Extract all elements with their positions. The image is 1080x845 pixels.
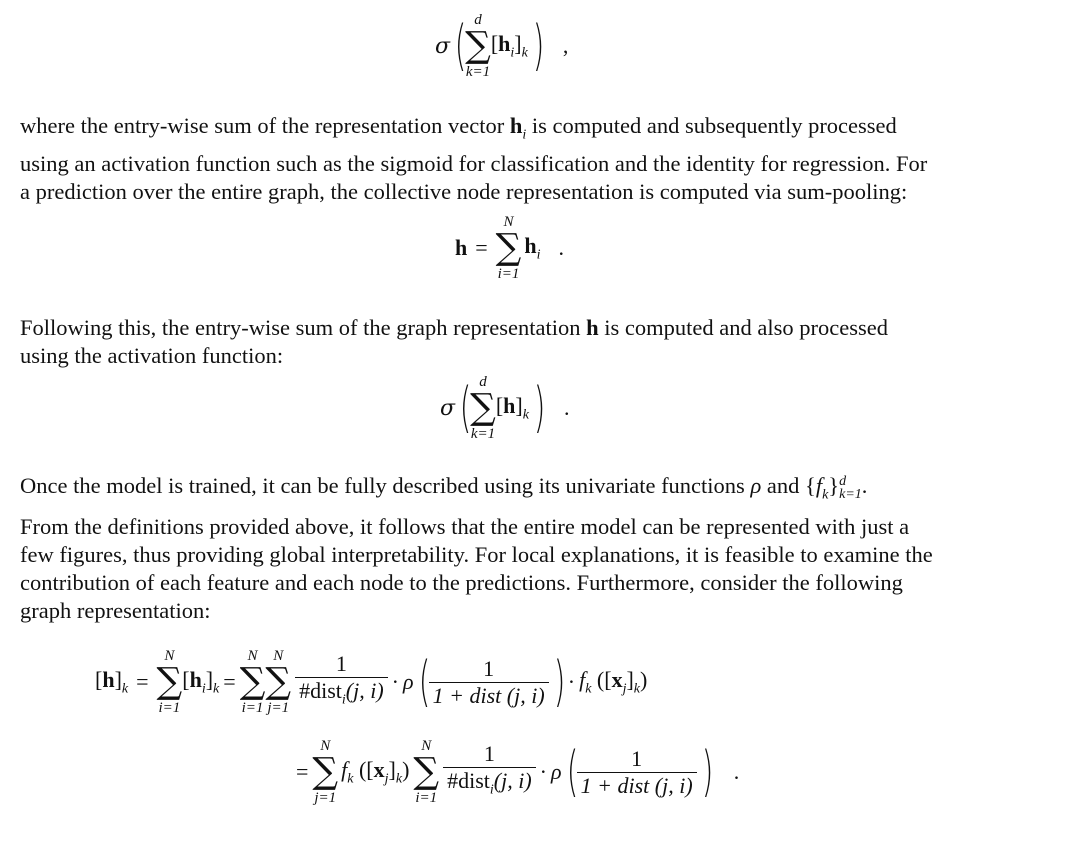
paragraph-4-line-2: few figures, thus providing global interpretability. For local explanations, it is feasible to examine the (20, 542, 933, 567)
sum-upper-limit: d (479, 374, 487, 390)
sum-operator (465, 12, 491, 80)
paragraph-1-line-3: a prediction over the entire graph, the collective node representation is computed via sum-pooling: (20, 178, 908, 204)
fk-term: $f_k$ $([x_j]_k)$ (579, 666, 648, 697)
sum-lower-limit: i=1 (497, 266, 520, 282)
equals-sign-2: = (223, 669, 236, 694)
equals-sign: = (136, 669, 149, 694)
rho-symbol: ρ (551, 759, 562, 784)
equation-graph-representation-line-1: $[h]_k$ = N ∑ i=1 $[h_i]_k$ = N ∑ i=1 N ∑ j=1 $\frac{1}{\#dist_i(j, i)}$ · ρ ( $\frac{1}{\text{1 + dist (j, i)}}$ ) · $f_k$ $([x_j]_k)$ (95, 648, 648, 716)
sum-operator-i: N ∑ i=1 (413, 738, 440, 806)
sum-operator-i: N ∑ i=1 (156, 648, 183, 716)
paragraph-3 (20, 472, 1050, 510)
lhs-term: $[h]_k$ (95, 666, 129, 697)
sum-symbol: ∑ (465, 25, 491, 66)
sigma-symbol: σ (435, 33, 451, 59)
equation-sigma-sum-hi (435, 12, 568, 80)
paragraph-4-line-4: graph representation: (20, 598, 211, 623)
sum-upper-limit: d (474, 12, 482, 28)
paragraph-2-line-1: Following this, the entry-wise sum of the graph representation h is computed and also processed (20, 315, 888, 340)
rho-symbol: ρ (403, 669, 414, 694)
equation-sigma-sum-h (440, 374, 570, 442)
sum-operator-j: N ∑ j=1 (312, 738, 339, 806)
sum-lower-limit: k=1 (465, 64, 491, 80)
sum-upper-limit: N (503, 214, 514, 230)
paragraph-4 (20, 513, 1050, 625)
sigma-symbol: σ (440, 395, 456, 421)
equation-trail: . (558, 235, 565, 260)
paragraph-4-line-3: contribution of each feature and each node to the predictions. Furthermore, consider the following (20, 570, 903, 595)
paragraph-1 (20, 112, 1050, 206)
paragraph-1-line-1: where the entry-wise sum of the representation vector $h_i$ is computed and subsequently processed (20, 113, 897, 143)
h-vector: h (455, 235, 468, 260)
paragraph-4-line-1: From the definitions provided above, it follows that the entire model can be represented with just a (20, 514, 910, 539)
fraction-inverse-distance: $\frac{1}{\text{1 + dist (j, i)}}$ (429, 656, 549, 709)
paragraph-2-line-2: using the activation function: (20, 343, 284, 368)
bracket-term: $[h]_k$ (495, 392, 529, 423)
right-paren: ) (533, 376, 546, 439)
equation-trail: . (733, 759, 740, 784)
sum-operator-j: N ∑ j=1 (265, 648, 292, 716)
paragraph-3-line-1: Once the model is trained, it can be fully described using its univariate functions ρ and $\{f_k\}$ d k=1 . (20, 473, 868, 503)
hi-bracket-term: $[h_i]_k$ (182, 666, 220, 697)
sum-operator (496, 214, 522, 282)
equation-graph-representation-line-2: = N ∑ j=1 $f_k$ $([x_j]_k)$ N ∑ i=1 $\frac{1}{\#dist_i(j, i)}$ · ρ ( $\frac{1}{\text{1 + dist (j, i)}}$ ) . (296, 738, 740, 806)
hi-term: $h_i$ (524, 232, 541, 263)
left-paren: ( (459, 376, 472, 439)
equation-trail: , (562, 33, 569, 58)
equals-sign: = (296, 759, 309, 784)
fk-term: $f_k$ $([x_j]_k)$ (341, 756, 410, 787)
equation-trail: . (564, 395, 570, 420)
sum-operator-i-2: N ∑ i=1 (239, 648, 266, 716)
sum-symbol: ∑ (495, 227, 522, 268)
fraction-inverse-distance: $\frac{1}{\text{1 + dist (j, i)}}$ (577, 746, 697, 799)
sum-lower-limit: k=1 (470, 426, 496, 442)
fraction-inverse-count: $\frac{1}{\#dist_i(j, i)}$ (295, 651, 388, 713)
paragraph-1-line-2: using an activation function such as the sigmoid for classification and the identity for regression. For (20, 150, 928, 176)
paragraph-2 (20, 314, 1050, 370)
sum-symbol: ∑ (470, 387, 496, 428)
bracket-term: $[h_i]_k$ (490, 30, 528, 61)
right-paren: ) (532, 14, 545, 77)
left-paren: ( (454, 14, 467, 77)
fraction-inverse-count: $\frac{1}{\#dist_i(j, i)}$ (443, 741, 536, 803)
equals-sign: = (475, 235, 488, 260)
equation-sum-pooling (455, 214, 564, 282)
sum-operator (470, 374, 496, 442)
